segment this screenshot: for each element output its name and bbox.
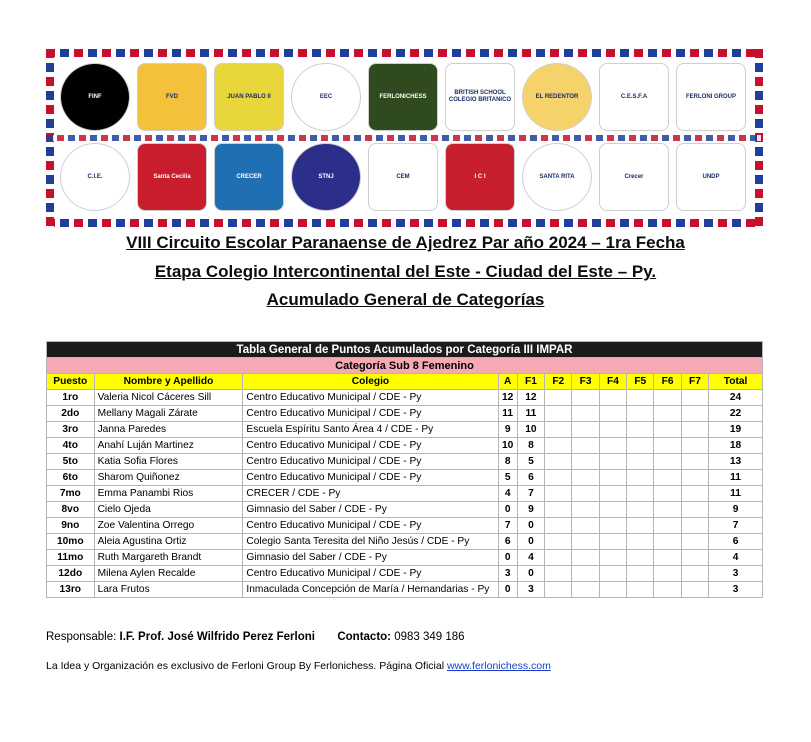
heading-circuit: VIII Circuito Escolar Paranaense de Ajedrez Par año 2024 – 1ra Fecha <box>126 233 685 252</box>
score-f4-cell <box>599 550 626 566</box>
score-f6-cell <box>654 534 681 550</box>
score-f5-cell <box>627 534 654 550</box>
name-cell: Emma Panambi Rios <box>94 486 243 502</box>
score-f1-cell: 11 <box>517 406 544 422</box>
score-f3-cell <box>572 422 599 438</box>
responsible-name: I.F. Prof. José Wilfrido Perez Ferloni <box>119 631 315 643</box>
score-f7-cell <box>681 406 708 422</box>
logo-label: FINF <box>88 93 102 100</box>
score-f2-cell <box>545 470 572 486</box>
total-cell: 11 <box>709 486 763 502</box>
score-f2-cell <box>545 566 572 582</box>
score-f3-cell <box>572 438 599 454</box>
position-cell: 13ro <box>47 582 95 598</box>
score-f1-cell: 0 <box>517 534 544 550</box>
score-f5-cell <box>627 454 654 470</box>
table-row <box>47 582 763 598</box>
position-cell: 11mo <box>47 550 95 566</box>
logo-label: FERLONICHESS <box>379 93 427 100</box>
score-f6-cell <box>654 390 681 406</box>
column-header: F3 <box>572 374 599 390</box>
score-f4-cell <box>599 502 626 518</box>
juan-pablo-ii-logo <box>214 63 284 131</box>
score-f6-cell <box>654 454 681 470</box>
score-f5-cell <box>627 422 654 438</box>
score-f7-cell <box>681 486 708 502</box>
score-f6-cell <box>654 566 681 582</box>
score-a-cell: 8 <box>498 454 517 470</box>
logo-label: BRITISH SCHOOL COLEGIO BRITANICO <box>448 90 512 103</box>
cie-logo <box>60 143 130 211</box>
logo-label: C.E.S.F.A <box>620 93 648 100</box>
name-cell: Milena Aylen Recalde <box>94 566 243 582</box>
logo-label: FVD <box>166 93 178 100</box>
el-redentor-logo <box>522 63 592 131</box>
table-row <box>47 566 763 582</box>
name-cell: Sharom Quiñonez <box>94 470 243 486</box>
cesfa-logo <box>599 63 669 131</box>
school-cell: Centro Educativo Municipal / CDE - Py <box>243 518 498 534</box>
banner-border-top <box>46 49 763 57</box>
sponsor-banner <box>46 49 763 227</box>
footer-note <box>46 660 551 672</box>
total-cell: 24 <box>709 390 763 406</box>
category-title: Categoría Sub 8 Femenino <box>47 358 763 374</box>
total-cell: 9 <box>709 502 763 518</box>
score-f6-cell <box>654 422 681 438</box>
total-cell: 13 <box>709 454 763 470</box>
logo-label: C.I.E. <box>87 173 103 180</box>
score-f4-cell <box>599 406 626 422</box>
score-f2-cell <box>545 502 572 518</box>
name-cell: Lara Frutos <box>94 582 243 598</box>
table-row <box>47 390 763 406</box>
logo-label: STNJ <box>318 173 334 180</box>
ecc-logo <box>291 63 361 131</box>
position-cell: 9no <box>47 518 95 534</box>
position-cell: 5to <box>47 454 95 470</box>
column-header: F2 <box>545 374 572 390</box>
table-row <box>47 470 763 486</box>
score-f4-cell <box>599 454 626 470</box>
santa-rita-logo <box>522 143 592 211</box>
score-f1-cell: 9 <box>517 502 544 518</box>
column-header: F4 <box>599 374 626 390</box>
table-row <box>47 422 763 438</box>
score-f7-cell <box>681 582 708 598</box>
table-title-row <box>47 342 763 358</box>
score-f4-cell <box>599 438 626 454</box>
score-f1-cell: 8 <box>517 438 544 454</box>
score-f5-cell <box>627 550 654 566</box>
school-cell: Centro Educativo Municipal / CDE - Py <box>243 470 498 486</box>
score-f6-cell <box>654 582 681 598</box>
score-a-cell: 9 <box>498 422 517 438</box>
score-f4-cell <box>599 518 626 534</box>
logo-label: I C I <box>474 173 486 180</box>
score-f2-cell <box>545 486 572 502</box>
name-cell: Aleia Agustina Ortiz <box>94 534 243 550</box>
stnj-logo <box>291 143 361 211</box>
logo-label: JUAN PABLO II <box>227 93 271 100</box>
score-f6-cell <box>654 502 681 518</box>
table-row <box>47 486 763 502</box>
logo-label: Santa Cecilia <box>153 173 191 180</box>
score-f2-cell <box>545 390 572 406</box>
score-f4-cell <box>599 390 626 406</box>
name-cell: Katia Sofia Flores <box>94 454 243 470</box>
score-a-cell: 0 <box>498 502 517 518</box>
column-header: Nombre y Apellido <box>94 374 243 390</box>
score-f5-cell <box>627 518 654 534</box>
school-cell: Centro Educativo Municipal / CDE - Py <box>243 566 498 582</box>
total-cell: 22 <box>709 406 763 422</box>
score-f1-cell: 4 <box>517 550 544 566</box>
score-f1-cell: 5 <box>517 454 544 470</box>
score-f7-cell <box>681 438 708 454</box>
score-f7-cell <box>681 454 708 470</box>
score-f2-cell <box>545 518 572 534</box>
footer-idea-text: La Idea y Organización es exclusivo de Ferloni Group By Ferlonichess. Página Oficial <box>46 660 447 672</box>
name-cell: Ruth Margareth Brandt <box>94 550 243 566</box>
score-a-cell: 6 <box>498 534 517 550</box>
score-f4-cell <box>599 534 626 550</box>
cem-logo <box>368 143 438 211</box>
score-f6-cell <box>654 518 681 534</box>
table-row <box>47 518 763 534</box>
school-cell: Centro Educativo Municipal / CDE - Py <box>243 438 498 454</box>
total-cell: 18 <box>709 438 763 454</box>
logo-label: UNDP <box>702 173 720 180</box>
score-f5-cell <box>627 406 654 422</box>
score-f3-cell <box>572 502 599 518</box>
responsible-line <box>46 631 465 643</box>
school-cell: Centro Educativo Municipal / CDE - Py <box>243 390 498 406</box>
score-f4-cell <box>599 486 626 502</box>
score-f6-cell <box>654 550 681 566</box>
table-row <box>47 438 763 454</box>
score-f7-cell <box>681 534 708 550</box>
score-f7-cell <box>681 550 708 566</box>
score-f6-cell <box>654 406 681 422</box>
table-row <box>47 550 763 566</box>
score-f3-cell <box>572 550 599 566</box>
score-f1-cell: 7 <box>517 486 544 502</box>
school-cell: Inmaculada Concepción de María / Hernandarias - Py <box>243 582 498 598</box>
column-header: F7 <box>681 374 708 390</box>
responsible-label: Responsable: <box>46 631 117 643</box>
column-header: F1 <box>517 374 544 390</box>
ferloni-group-logo <box>676 63 746 131</box>
score-f7-cell <box>681 422 708 438</box>
score-a-cell: 0 <box>498 582 517 598</box>
table-row <box>47 454 763 470</box>
school-cell: Gimnasio del Saber / CDE - Py <box>243 502 498 518</box>
score-a-cell: 0 <box>498 550 517 566</box>
score-f3-cell <box>572 534 599 550</box>
name-cell: Mellany Magali Zárate <box>94 406 243 422</box>
score-f7-cell <box>681 502 708 518</box>
score-f6-cell <box>654 438 681 454</box>
school-cell: CRECER / CDE - Py <box>243 486 498 502</box>
school-cell: Gimnasio del Saber / CDE - Py <box>243 550 498 566</box>
column-header: Total <box>709 374 763 390</box>
score-a-cell: 7 <box>498 518 517 534</box>
score-f4-cell <box>599 470 626 486</box>
total-cell: 3 <box>709 566 763 582</box>
total-cell: 6 <box>709 534 763 550</box>
score-f5-cell <box>627 470 654 486</box>
score-f1-cell: 6 <box>517 470 544 486</box>
score-a-cell: 5 <box>498 470 517 486</box>
total-cell: 7 <box>709 518 763 534</box>
position-cell: 4to <box>47 438 95 454</box>
total-cell: 4 <box>709 550 763 566</box>
score-f5-cell <box>627 582 654 598</box>
colegio-crecer-logo <box>214 143 284 211</box>
undp-logo <box>676 143 746 211</box>
column-header: Puesto <box>47 374 95 390</box>
score-f1-cell: 0 <box>517 518 544 534</box>
score-f2-cell <box>545 438 572 454</box>
finf-logo <box>60 63 130 131</box>
ferlonichess-club-logo <box>368 63 438 131</box>
heading-accumulated: Acumulado General de Categorías <box>266 290 545 309</box>
name-cell: Valeria Nicol Cáceres Sill <box>94 390 243 406</box>
logo-label: Crecer <box>624 173 644 180</box>
table-row <box>47 534 763 550</box>
score-f7-cell <box>681 518 708 534</box>
score-f7-cell <box>681 566 708 582</box>
score-a-cell: 11 <box>498 406 517 422</box>
score-a-cell: 4 <box>498 486 517 502</box>
score-a-cell: 12 <box>498 390 517 406</box>
score-f2-cell <box>545 582 572 598</box>
total-cell: 19 <box>709 422 763 438</box>
logo-label: EEC <box>319 93 333 100</box>
score-f1-cell: 12 <box>517 390 544 406</box>
name-cell: Zoe Valentina Orrego <box>94 518 243 534</box>
contact-phone: 0983 349 186 <box>394 631 465 643</box>
position-cell: 7mo <box>47 486 95 502</box>
results-table <box>46 341 763 598</box>
score-f2-cell <box>545 534 572 550</box>
score-f6-cell <box>654 470 681 486</box>
heading-stage: Etapa Colegio Intercontinental del Este - Ciudad del Este – Py. <box>154 262 657 281</box>
school-cell: Centro Educativo Municipal / CDE - Py <box>243 406 498 422</box>
score-f5-cell <box>627 502 654 518</box>
total-cell: 11 <box>709 470 763 486</box>
school-cell: Colegio Santa Teresita del Niño Jesús / CDE - Py <box>243 534 498 550</box>
table-title: Tabla General de Puntos Acumulados por Categoría III IMPAR <box>47 342 763 358</box>
score-a-cell: 10 <box>498 438 517 454</box>
score-f2-cell <box>545 422 572 438</box>
position-cell: 1ro <box>47 390 95 406</box>
logo-label: CRECER <box>236 173 262 180</box>
score-f5-cell <box>627 486 654 502</box>
table-row <box>47 502 763 518</box>
score-f7-cell <box>681 470 708 486</box>
position-cell: 2do <box>47 406 95 422</box>
category-row <box>47 358 763 374</box>
score-f6-cell <box>654 486 681 502</box>
score-f3-cell <box>572 470 599 486</box>
score-f7-cell <box>681 390 708 406</box>
score-f2-cell <box>545 550 572 566</box>
name-cell: Cielo Ojeda <box>94 502 243 518</box>
score-f5-cell <box>627 438 654 454</box>
name-cell: Janna Paredes <box>94 422 243 438</box>
british-school-logo <box>445 63 515 131</box>
score-f3-cell <box>572 406 599 422</box>
score-f1-cell: 10 <box>517 422 544 438</box>
school-cell: Centro Educativo Municipal / CDE - Py <box>243 454 498 470</box>
table-row <box>47 406 763 422</box>
score-f3-cell <box>572 390 599 406</box>
contact-label: Contacto: <box>337 631 392 643</box>
position-cell: 3ro <box>47 422 95 438</box>
score-f3-cell <box>572 518 599 534</box>
score-f4-cell <box>599 566 626 582</box>
score-f4-cell <box>599 582 626 598</box>
score-f3-cell <box>572 582 599 598</box>
score-f1-cell: 3 <box>517 582 544 598</box>
score-a-cell: 3 <box>498 566 517 582</box>
fvd-logo <box>137 63 207 131</box>
position-cell: 6to <box>47 470 95 486</box>
score-f3-cell <box>572 454 599 470</box>
banner-border-bottom <box>46 219 763 227</box>
total-cell: 3 <box>709 582 763 598</box>
column-header: A <box>498 374 517 390</box>
name-cell: Anahí Luján Martinez <box>94 438 243 454</box>
position-cell: 12do <box>47 566 95 582</box>
score-f3-cell <box>572 486 599 502</box>
score-f5-cell <box>627 390 654 406</box>
score-f4-cell <box>599 422 626 438</box>
crecer-logo <box>599 143 669 211</box>
score-f5-cell <box>627 566 654 582</box>
score-f3-cell <box>572 566 599 582</box>
score-f2-cell <box>545 406 572 422</box>
header-row <box>47 374 763 390</box>
ici-logo <box>445 143 515 211</box>
position-cell: 8vo <box>47 502 95 518</box>
column-header: F6 <box>654 374 681 390</box>
logo-label: FERLONI GROUP <box>685 93 736 100</box>
santa-cecilia-logo <box>137 143 207 211</box>
score-f2-cell <box>545 454 572 470</box>
logo-label: CEM <box>396 173 410 180</box>
position-cell: 10mo <box>47 534 95 550</box>
official-site-link[interactable]: www.ferlonichess.com <box>446 660 551 672</box>
logo-label: SANTA RITA <box>539 173 575 180</box>
school-cell: Escuela Espíritu Santo Área 4 / CDE - Py <box>243 422 498 438</box>
column-header: F5 <box>627 374 654 390</box>
column-header: Colegio <box>243 374 498 390</box>
score-f1-cell: 0 <box>517 566 544 582</box>
banner-divider <box>46 135 763 141</box>
logo-label: EL REDENTOR <box>535 93 579 100</box>
